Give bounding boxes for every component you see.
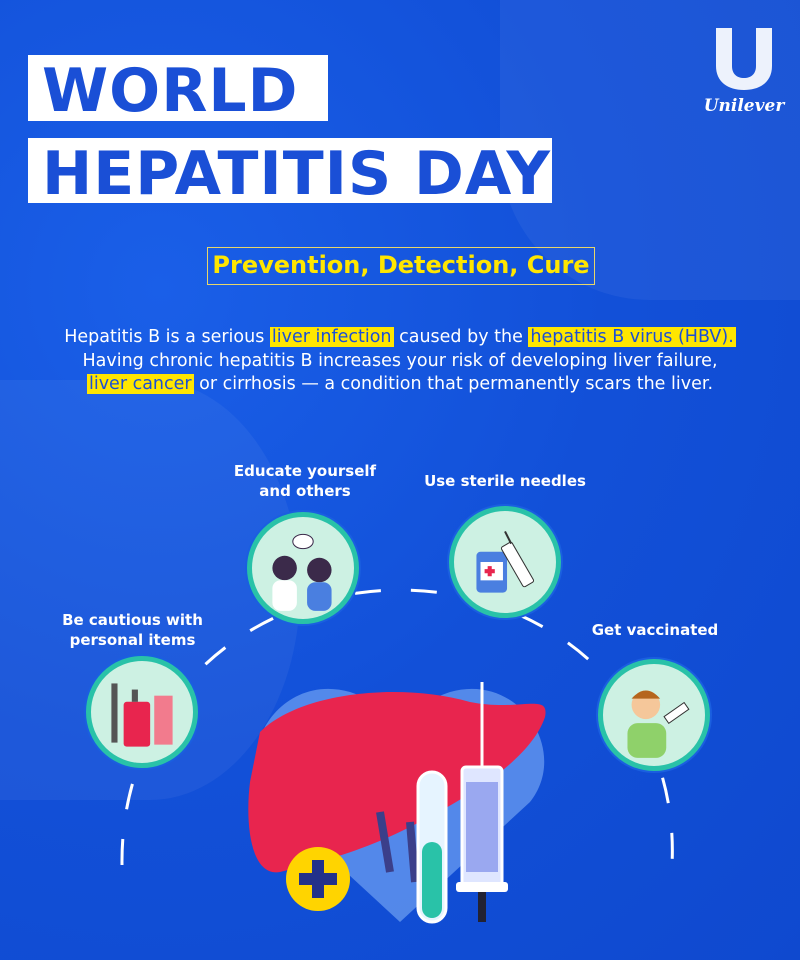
- text: Having chronic hepatitis B increases your risk of developing liver failure,: [82, 350, 718, 371]
- tip-label: Use sterile needles: [424, 472, 586, 490]
- highlight: hepatitis B virus (HBV).: [530, 327, 734, 347]
- title-line-1: WORLD: [28, 55, 328, 121]
- tip-label: Be cautious with personal items: [62, 611, 203, 649]
- highlight: liver cancer: [88, 374, 192, 394]
- syringe-icon: [449, 506, 561, 618]
- toiletries-icon: [86, 656, 198, 768]
- text: or cirrhosis — a condition that permanently scars the liver.: [193, 374, 714, 394]
- tip-label: Educate yourself and others: [233, 462, 377, 500]
- text: Hepatitis B is a serious: [64, 327, 270, 347]
- conversation-icon: [247, 512, 359, 624]
- liver-illustration: [240, 672, 560, 960]
- text: caused by the: [393, 327, 529, 347]
- title-line-2: HEPATITIS DAY: [28, 138, 552, 203]
- brand-name: Unilever: [703, 96, 785, 116]
- vaccination-icon: [598, 659, 710, 771]
- tip-label: Get vaccinated: [591, 621, 719, 639]
- subtitle: Prevention, Detection, Cure: [207, 247, 595, 285]
- highlight: liver infection: [271, 327, 392, 347]
